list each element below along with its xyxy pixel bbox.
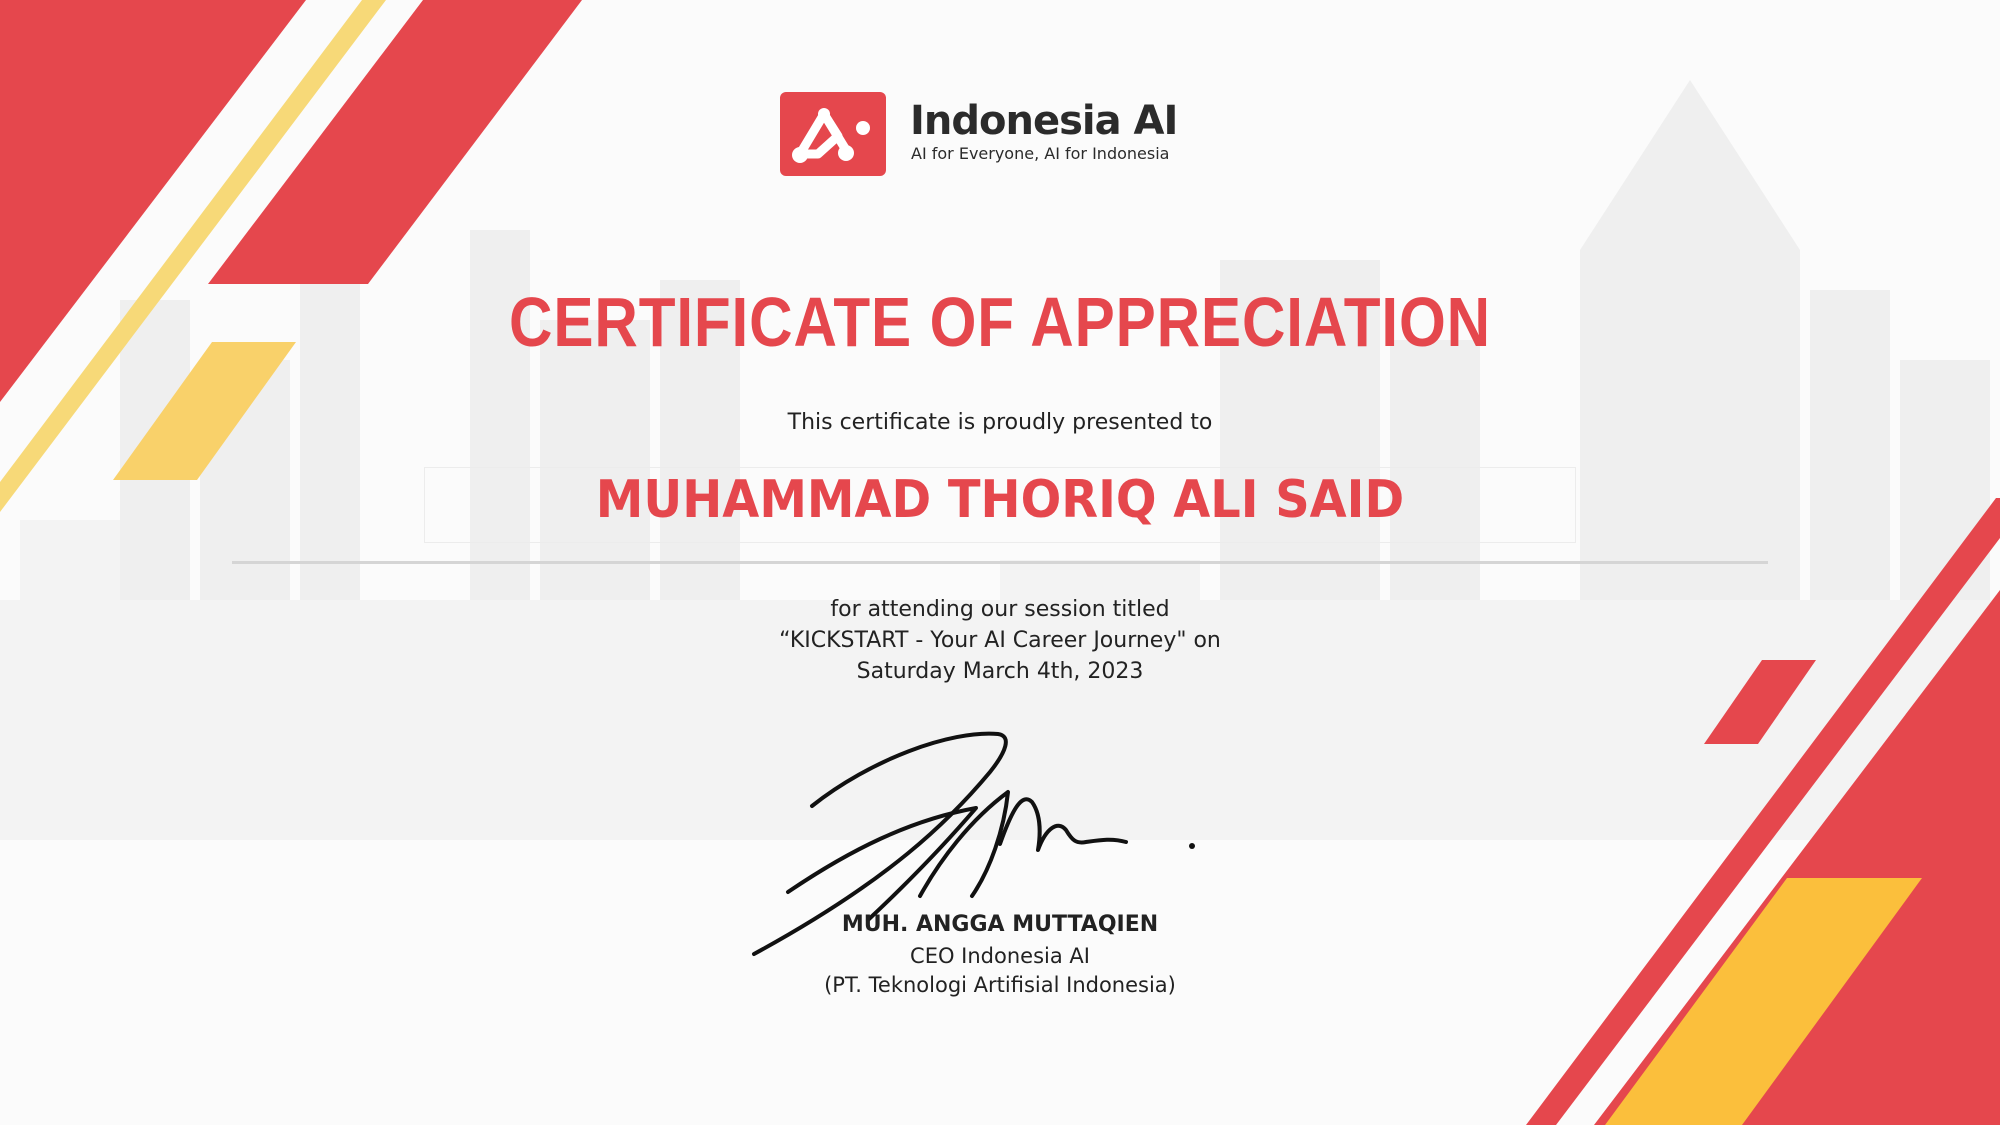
session-line-1: for attending our session titled xyxy=(830,597,1170,622)
indonesia-ai-logo-mark-icon xyxy=(780,92,886,176)
name-divider xyxy=(232,561,1768,564)
recipient-name: MUHAMMAD THORIQ ALI SAID xyxy=(595,470,1405,530)
certificate-title: CERTIFICATE OF APPRECIATION xyxy=(509,283,1491,361)
session-line-2: “KICKSTART - Your AI Career Journey" on xyxy=(779,628,1221,653)
session-line-3: Saturday March 4th, 2023 xyxy=(856,659,1144,684)
signer-role: CEO Indonesia AI xyxy=(910,944,1090,968)
session-description xyxy=(0,594,2000,687)
signer-name: MUH. ANGGA MUTTAQIEN xyxy=(841,912,1159,937)
logo-name: Indonesia AI xyxy=(910,98,1178,144)
logo-tagline: AI for Everyone, AI for Indonesia xyxy=(911,144,1170,163)
signer-company: (PT. Teknologi Artifisial Indonesia) xyxy=(824,973,1176,997)
presented-line: This certificate is proudly presented to xyxy=(787,410,1213,435)
indonesia-ai-logo xyxy=(780,92,1220,178)
